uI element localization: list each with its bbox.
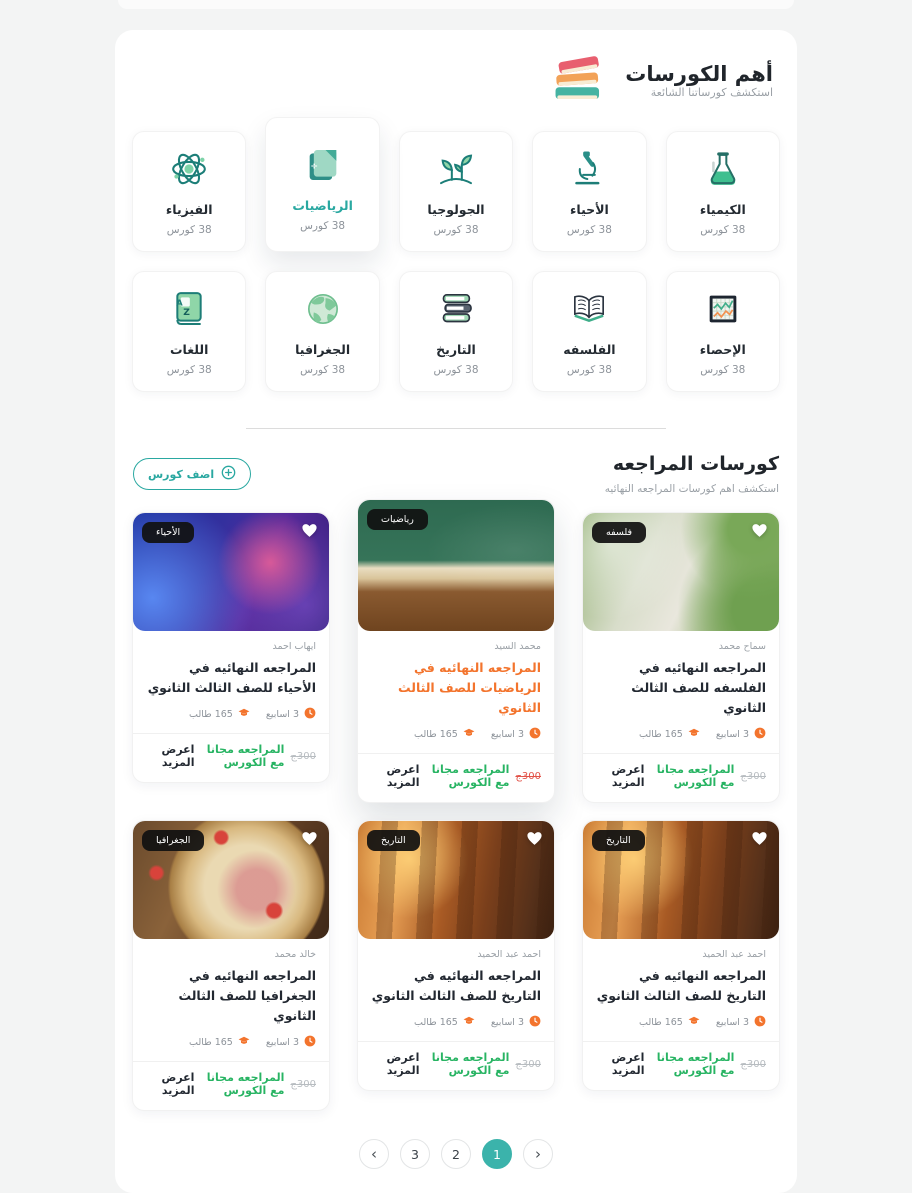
- instructor-name: ايهاب احمد: [272, 641, 316, 652]
- course-image: [358, 821, 554, 939]
- students-meta: [639, 727, 700, 742]
- svg-text:Z: Z: [183, 306, 191, 318]
- atom-icon: [169, 174, 209, 193]
- microscope-icon: [569, 174, 609, 193]
- course-card[interactable]: [357, 820, 555, 1091]
- category-course-count: 38 كورس: [566, 364, 612, 376]
- add-course-label: اضف كورس: [148, 467, 215, 481]
- books-stack-icon: [551, 56, 609, 104]
- students-meta: [414, 1015, 475, 1030]
- course-card[interactable]: [132, 820, 330, 1111]
- course-card[interactable]: [357, 499, 555, 803]
- course-footer: [358, 1042, 554, 1090]
- instructor-name: احمد عبد الحميد: [702, 949, 766, 960]
- category-label: اللغات: [170, 342, 209, 357]
- clock-icon: [304, 707, 316, 722]
- old-price: 300ج: [740, 1058, 766, 1070]
- svg-text:A: A: [176, 297, 183, 308]
- category-course-count: 38 كورس: [433, 364, 479, 376]
- graduation-cap-icon: [463, 1015, 475, 1030]
- course-subject-badge: التاريخ: [592, 830, 645, 851]
- course-body: [583, 939, 779, 1030]
- duration-text: 3 اسابيع: [490, 1017, 524, 1028]
- show-more-link[interactable]: اعرض المزيد: [161, 743, 195, 769]
- category-card[interactable]: [399, 131, 513, 252]
- course-subject-badge: فلسفه: [592, 522, 646, 543]
- course-meta: [146, 1035, 316, 1050]
- duration-text: 3 اسابيع: [265, 709, 299, 720]
- duration-text: 3 اسابيع: [715, 1017, 749, 1028]
- books-pile-icon: [436, 314, 476, 333]
- category-card[interactable]: [265, 271, 379, 392]
- course-image: [358, 500, 554, 631]
- favorite-heart-icon[interactable]: [301, 830, 318, 847]
- category-label: الفلسفه: [563, 342, 616, 357]
- free-offer-text: المراجعه مجانا مع الكورس: [431, 763, 510, 789]
- category-card[interactable]: [399, 271, 513, 392]
- stats-chart-icon: [703, 314, 743, 333]
- category-card[interactable]: [532, 271, 646, 392]
- favorite-heart-icon[interactable]: [751, 522, 768, 539]
- course-card[interactable]: [582, 820, 780, 1091]
- category-course-count: 38 كورس: [166, 364, 212, 376]
- course-subject-badge: رياضيات: [367, 509, 428, 530]
- category-course-count: 38 كورس: [166, 224, 212, 236]
- students-text: 165 طالب: [639, 1017, 683, 1028]
- category-label: التاريخ: [436, 342, 476, 357]
- pagination-page-button[interactable]: 2: [441, 1139, 471, 1169]
- students-meta: [189, 707, 250, 722]
- review-section-header: [131, 429, 781, 497]
- old-price: 300ج: [290, 1078, 316, 1090]
- course-subject-badge: الجغرافيا: [142, 830, 204, 851]
- show-more-link[interactable]: اعرض المزيد: [386, 763, 420, 789]
- clock-icon: [754, 727, 766, 742]
- price-wrap: [194, 743, 316, 769]
- instructor-name: خالد محمد: [274, 949, 316, 960]
- course-title: المراجعه النهائيه في التاريخ للصف الثالث الثانوي: [596, 968, 766, 1003]
- students-meta: [189, 1035, 250, 1050]
- pagination-page-button[interactable]: 3: [400, 1139, 430, 1169]
- course-meta: [371, 727, 541, 742]
- review-title: كورسات المراجعه: [612, 453, 779, 475]
- favorite-heart-icon[interactable]: [526, 830, 543, 847]
- course-meta: [371, 1015, 541, 1030]
- duration-meta: [266, 707, 316, 722]
- courses-panel: [115, 30, 797, 1193]
- duration-text: 3 اسابيع: [490, 729, 524, 740]
- course-footer: [583, 754, 779, 802]
- show-more-link[interactable]: اعرض المزيد: [161, 1071, 195, 1097]
- course-meta: [146, 707, 316, 722]
- duration-meta: [266, 1035, 316, 1050]
- clock-icon: [304, 1035, 316, 1050]
- section-header: [131, 50, 781, 104]
- course-image: [583, 821, 779, 939]
- course-body: [133, 939, 329, 1050]
- course-footer: [133, 734, 329, 782]
- review-subtitle: استكشف اهم كورسات المراجعه النهائيه: [604, 483, 779, 495]
- clock-icon: [529, 1015, 541, 1030]
- course-body: [583, 631, 779, 742]
- old-price: 300ج: [515, 1058, 541, 1070]
- category-course-count: 38 كورس: [433, 224, 479, 236]
- open-book-icon: [569, 314, 609, 333]
- duration-meta: [491, 1015, 541, 1030]
- category-course-count: 38 كورس: [700, 364, 746, 376]
- duration-text: 3 اسابيع: [715, 729, 749, 740]
- students-meta: [639, 1015, 700, 1030]
- instructor-name: سماح محمد: [718, 641, 766, 652]
- graduation-cap-icon: [688, 1015, 700, 1030]
- course-image: [133, 513, 329, 631]
- category-course-count: 38 كورس: [566, 224, 612, 236]
- category-label: الجغرافيا: [295, 342, 351, 357]
- category-label: الأحياء: [570, 202, 609, 217]
- category-grid: [131, 104, 781, 392]
- students-text: 165 طالب: [414, 729, 458, 740]
- course-title: المراجعه النهائيه في الفلسفه للصف الثالث الثانوي: [631, 660, 766, 715]
- course-meta: [596, 727, 766, 742]
- review-header-text: [605, 453, 779, 495]
- graduation-cap-icon: [688, 727, 700, 742]
- course-body: [358, 939, 554, 1030]
- category-course-count: 38 كورس: [700, 224, 746, 236]
- show-more-link[interactable]: اعرض المزيد: [611, 763, 645, 789]
- course-subject-badge: التاريخ: [367, 830, 420, 851]
- course-subject-badge: الأحياء: [142, 522, 194, 543]
- favorite-heart-icon[interactable]: [751, 830, 768, 847]
- instructor-name: محمد السيد: [494, 641, 541, 652]
- category-card[interactable]: [532, 131, 646, 252]
- old-price: 300ج: [515, 770, 541, 782]
- category-card[interactable]: [666, 131, 780, 252]
- clock-icon: [754, 1015, 766, 1030]
- category-label: الكيمياء: [699, 202, 746, 217]
- pagination-prev-button[interactable]: ‹: [359, 1139, 389, 1169]
- graduation-cap-icon: [463, 727, 475, 742]
- duration-meta: [491, 727, 541, 742]
- category-course-count: 38 كورس: [300, 364, 346, 376]
- category-course-count: 38 كورس: [300, 220, 346, 232]
- graduation-cap-icon: [238, 1035, 250, 1050]
- price-wrap: [419, 1051, 541, 1077]
- students-text: 165 طالب: [189, 709, 233, 720]
- category-label: الإحصاء: [699, 342, 746, 357]
- old-price: 300ج: [740, 770, 766, 782]
- free-offer-text: المراجعه مجانا مع الكورس: [206, 1071, 285, 1097]
- course-footer: [133, 1062, 329, 1110]
- sprout-icon: [436, 174, 476, 193]
- price-wrap: [644, 763, 766, 789]
- graduation-cap-icon: [238, 707, 250, 722]
- course-card[interactable]: [132, 512, 330, 783]
- category-card[interactable]: [132, 271, 246, 392]
- duration-meta: [716, 727, 766, 742]
- course-card[interactable]: [582, 512, 780, 803]
- pagination-page-button[interactable]: 1: [482, 1139, 512, 1169]
- plus-circle-icon: [221, 465, 236, 483]
- globe-icon: [303, 314, 343, 333]
- course-body: [133, 631, 329, 722]
- free-offer-text: المراجعه مجانا مع الكورس: [206, 743, 285, 769]
- students-text: 165 طالب: [414, 1017, 458, 1028]
- free-offer-text: المراجعه مجانا مع الكورس: [431, 1051, 510, 1077]
- pagination: [131, 1139, 781, 1169]
- free-offer-text: المراجعه مجانا مع الكورس: [656, 1051, 735, 1077]
- category-label: الفيزياء: [165, 202, 213, 217]
- course-footer: [583, 1042, 779, 1090]
- clock-icon: [529, 727, 541, 742]
- category-label: الجولوجيا: [427, 202, 485, 217]
- course-title: المراجعه النهائيه في الأحياء للصف الثالث الثانوي: [147, 660, 316, 695]
- category-card[interactable]: [265, 117, 379, 252]
- page-title: أهم الكورسات: [625, 61, 773, 86]
- students-text: 165 طالب: [189, 1037, 233, 1048]
- course-title: المراجعه النهائيه في الجغرافيا للصف الثالث الثانوي: [178, 968, 316, 1023]
- category-card[interactable]: [666, 271, 780, 392]
- svg-text:÷×: ÷×: [302, 161, 318, 173]
- price-wrap: [644, 1051, 766, 1077]
- add-course-button[interactable]: [133, 458, 251, 490]
- course-body: [358, 631, 554, 742]
- course-footer: [358, 754, 554, 802]
- show-more-link[interactable]: اعرض المزيد: [611, 1051, 645, 1077]
- old-price: 300ج: [290, 750, 316, 762]
- header-text: [625, 62, 773, 99]
- price-wrap: [419, 763, 541, 789]
- course-meta: [596, 1015, 766, 1030]
- course-image: [583, 513, 779, 631]
- course-title: المراجعه النهائيه في التاريخ للصف الثالث الثانوي: [371, 968, 541, 1003]
- favorite-heart-icon[interactable]: [301, 522, 318, 539]
- free-offer-text: المراجعه مجانا مع الكورس: [656, 763, 735, 789]
- duration-text: 3 اسابيع: [265, 1037, 299, 1048]
- category-label: الرياضيات: [292, 198, 353, 213]
- instructor-name: احمد عبد الحميد: [477, 949, 541, 960]
- flask-icon: [703, 174, 743, 193]
- course-title: المراجعه النهائيه في الرياضيات للصف الثالث الثانوي: [398, 660, 541, 715]
- previous-section-edge: [118, 0, 794, 9]
- students-meta: [414, 727, 475, 742]
- price-wrap: [194, 1071, 316, 1097]
- course-grid: [131, 497, 781, 1111]
- math-book-icon: [302, 161, 343, 189]
- students-text: 165 طالب: [639, 729, 683, 740]
- duration-meta: [716, 1015, 766, 1030]
- category-card[interactable]: [132, 131, 246, 252]
- pagination-next-button[interactable]: ›: [523, 1139, 553, 1169]
- page-subtitle: استكشف كورساتنا الشائعة: [650, 85, 773, 99]
- course-image: [133, 821, 329, 939]
- dictionary-icon: [169, 297, 209, 333]
- show-more-link[interactable]: اعرض المزيد: [386, 1051, 420, 1077]
